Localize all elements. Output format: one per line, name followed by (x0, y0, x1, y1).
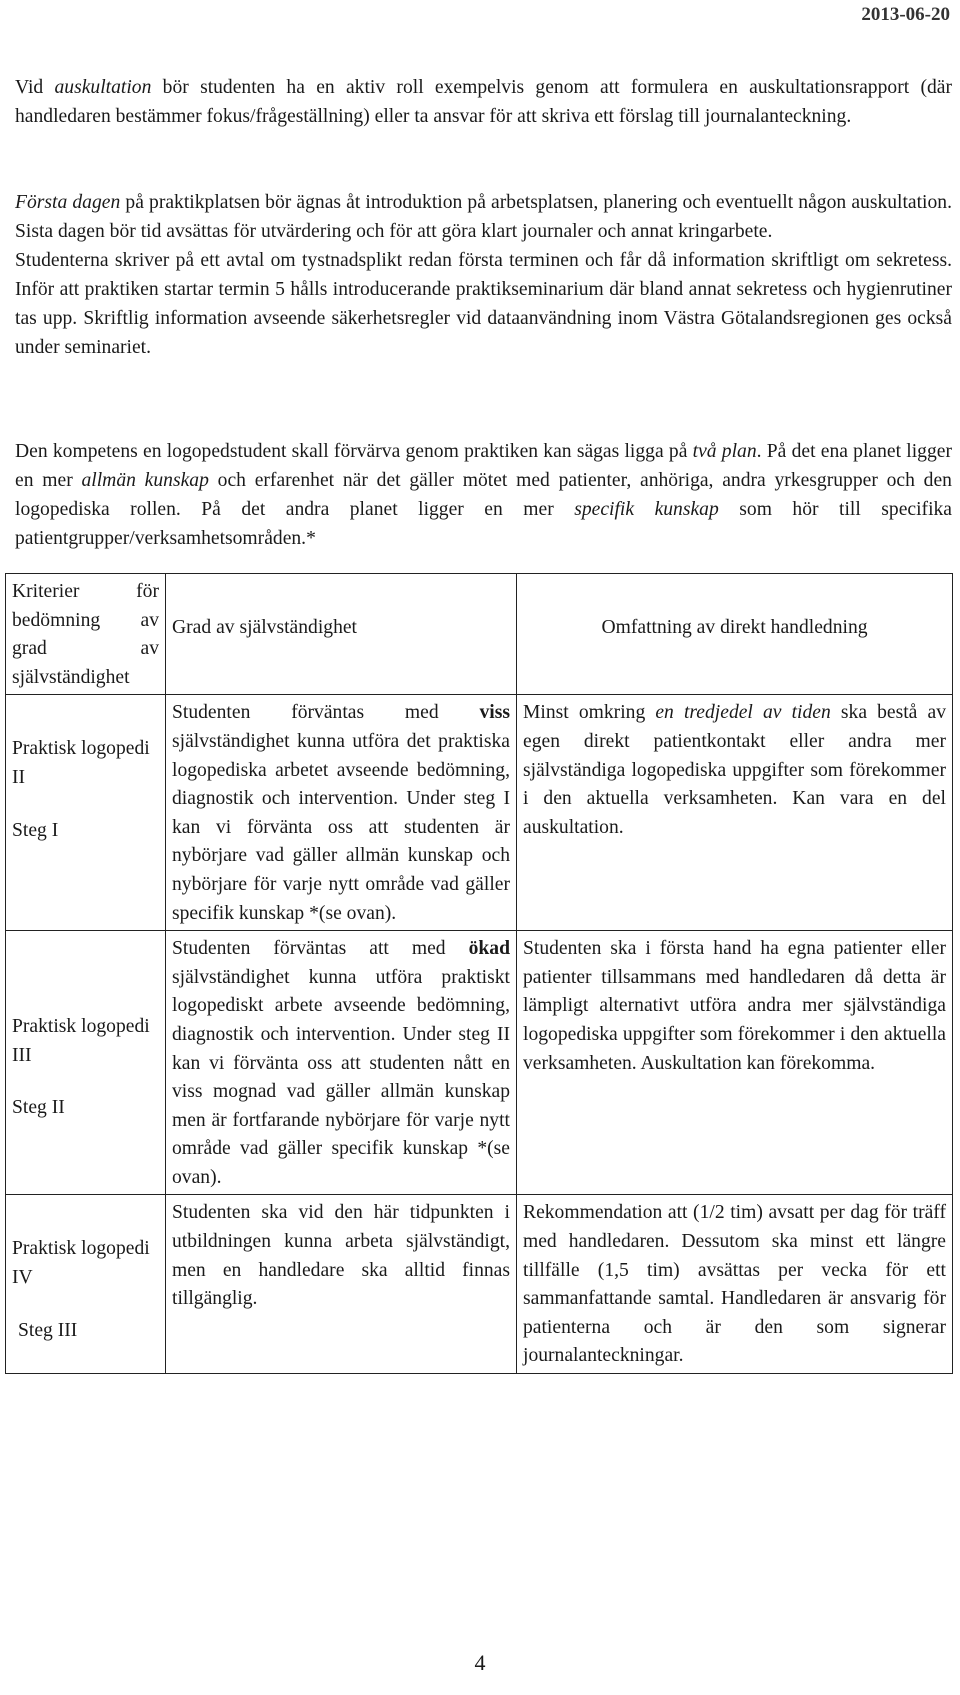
text-run: Vid (15, 77, 55, 98)
text-run: ska bestå av egen direkt patientkontakt eller andra mer självständiga logopediska uppgifter som förekommer i den aktuella verksamheten. Kan vara en del auskultation. (523, 702, 946, 838)
paragraph-sekretess: Studenterna skriver på ett avtal om tystnadsplikt redan första terminen och får då information skriftligt om sekretess. Inför att praktiken startar termin 5 hålls introducerande praktikseminarium där bland annat sekretess och hygienrutiner tas upp. Skriftlig information avseende säkerhetsregler vid dataanvändning inom Västra Götalandsregionen ges också under seminariet. (15, 250, 952, 358)
text-run: på praktikplatsen bör ägnas åt introduktion på arbetsplatsen, planering och eventuellt någon auskultation. Sista dagen bör tid avsättas för utvärdering och för att göra klart journaler och annat kringarbete. (15, 192, 952, 242)
paragraph-kompetens (15, 437, 952, 553)
text-run: självständighet kunna utföra praktiskt logopediskt arbete avseende bedömning, diagnostik och intervention. Under steg II kan vi förvänta oss att studenten nått en viss mognad vad gäller allmän kunskap men är fortfarande nybörjare för varje nytt område vad gäller specifik kunskap *(se ovan). (172, 966, 510, 1188)
stage-cell (6, 1195, 166, 1374)
italic-term: en tredjedel av tiden (655, 702, 831, 724)
grade-cell: Studenten ska vid den här tidpunkten i utbildningen kunna arbeta självständigt, men en handledare ska alltid finnas tillgänglig. (166, 1195, 517, 1374)
table-row (6, 1195, 953, 1374)
page-number: 4 (474, 1650, 486, 1675)
course-name: Praktisk logopedi IV (12, 1238, 150, 1289)
text-run: bör studenten ha en aktiv roll exempelvis genom att formulera en auskultationsrapport (där handledaren bestämmer fokus/frågeställning) eller ta ansvar för att skriva ett förslag till journalanteckning. (15, 77, 952, 127)
italic-term: Första dagen (15, 192, 121, 213)
bold-term: viss (479, 702, 510, 724)
paragraph-auskultation (15, 73, 952, 131)
grade-cell (166, 695, 517, 931)
text-run: Studenten förväntas att med (172, 938, 469, 960)
supervision-cell (517, 695, 953, 931)
course-name: Praktisk logopedi III (12, 1016, 150, 1066)
grade-cell (166, 931, 517, 1195)
italic-term: två plan (692, 441, 757, 462)
text-run: Minst omkring (523, 702, 656, 724)
supervision-cell: Rekommendation att (1/2 tim) avsatt per dag för träff med handledaren. Dessutom ska minst ett längre tillfälle (1,5 tim) avsättas per vecka för ett sammanfattande samtal. Handledaren är ansvarig för patienterna och är den som signerar journalanteckningar. (517, 1195, 953, 1374)
header-supervision: Omfattning av direkt handledning (517, 574, 953, 695)
italic-term: specifik kunskap (574, 499, 719, 520)
text-run: som hör till specifika patientgrupper/verksamhetsområden.* (15, 499, 953, 549)
bold-term: ökad (468, 938, 510, 960)
step-name: Steg II (12, 1097, 65, 1119)
step-name: Steg III (18, 1319, 78, 1341)
step-name: Steg I (12, 819, 59, 841)
table-header-row (6, 574, 953, 695)
stage-cell (6, 695, 166, 931)
criteria-table (5, 573, 953, 1374)
header-grade: Grad av självständighet (166, 574, 517, 695)
stage-cell (6, 931, 166, 1195)
text-run: Studenten ska i första hand ha egna patienter eller patienter tillsammans med handledaren då detta är lämpligt alternativt utföra andra mer självständiga logopediska uppgifter som förekommer i den aktuella verksamheten. Auskultation kan förekomma. (523, 938, 946, 1074)
supervision-cell (517, 931, 953, 1195)
text-run: och erfarenhet när det gäller mötet med patienter, anhöriga, andra yrkesgrupper och den logopediska rollen. På det andra planet ligger en mer (15, 470, 952, 520)
italic-term: allmän kunskap (81, 470, 209, 491)
header-date: 2013-06-20 (861, 4, 950, 25)
table-row (6, 695, 953, 931)
text-run: självständighet kunna utföra det praktiska logopediska arbetet avseende bedömning, diagnostik och intervention. Under steg I kan vi förvänta oss att studenten är nybörjare vad gäller allmän kunskap och nybörjare för varje nytt område vad gäller specifik kunskap *(se ovan). (172, 730, 510, 924)
course-name: Praktisk logopedi II (12, 738, 150, 788)
text-run: Studenten förväntas med (172, 702, 480, 724)
table-row (6, 931, 953, 1195)
paragraph-forsta-dagen (15, 188, 952, 362)
italic-term: auskultation (54, 77, 152, 98)
text-run: . På det ena planet ligger en mer (15, 441, 952, 491)
text-run: Den kompetens en logopedstudent skall förvärva genom praktiken kan sägas ligga på (15, 441, 693, 462)
header-criteria: Kriterier för bedömning av grad av självständighet (6, 574, 166, 695)
